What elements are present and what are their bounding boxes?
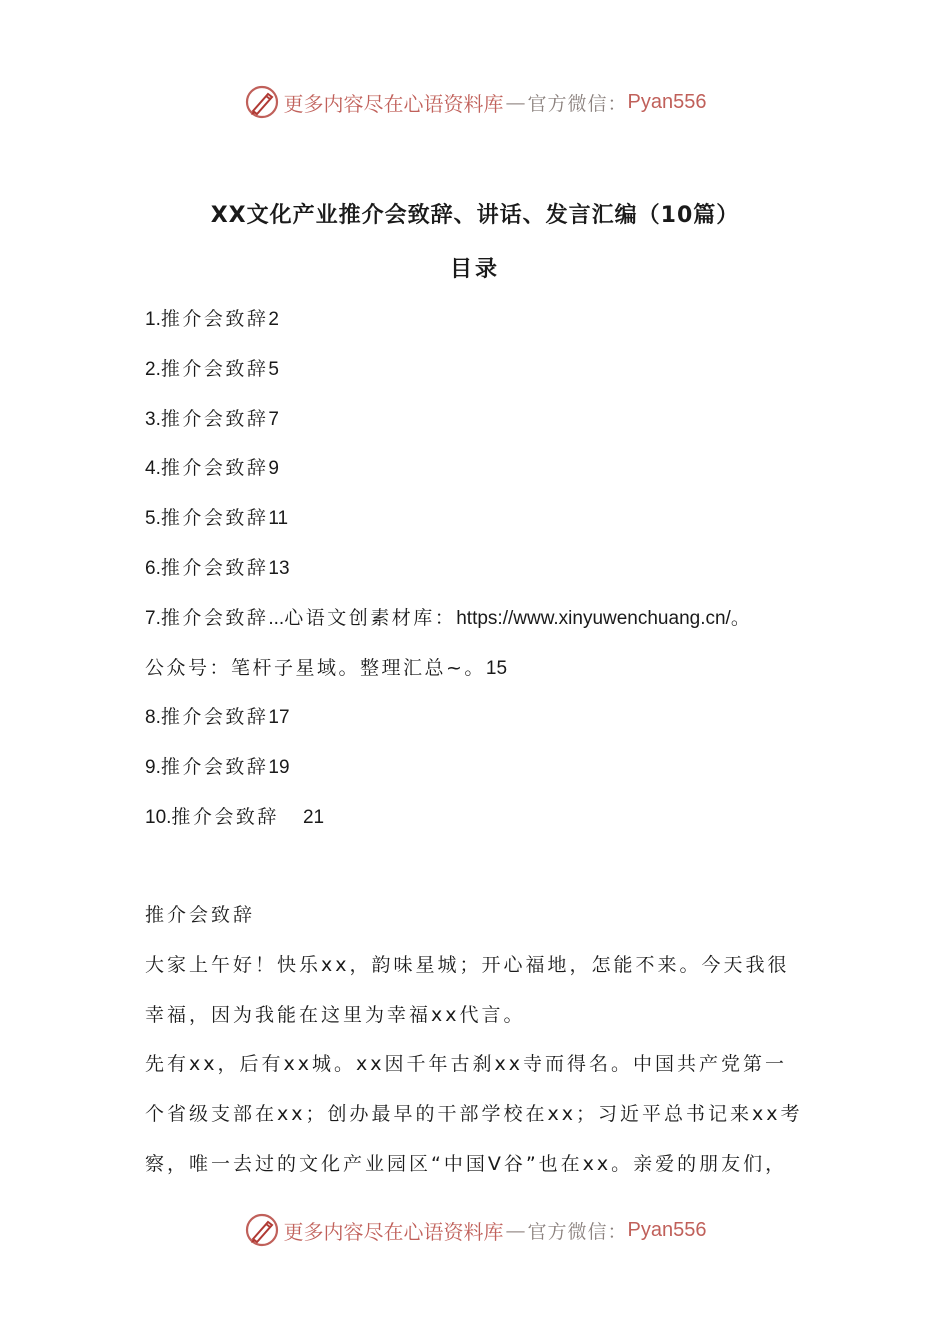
watermark-text: 更多内容尽在心语资料库 (283, 1219, 504, 1244)
pen-logo-icon (244, 84, 280, 120)
section-heading: 推介会致辞 (145, 904, 256, 926)
toc-entry-8[interactable]: 8.推介会致辞17 (145, 706, 290, 729)
paragraph-line: 察，唯一去过的文化产业园区“中国V谷”也在xx。亲爱的朋友们， (145, 1152, 788, 1175)
watermark-dash: — (505, 1218, 526, 1242)
document-body (145, 898, 815, 1197)
toc-entry-5[interactable]: 5.推介会致辞11 (145, 507, 289, 530)
toc-entry-7-continued[interactable]: 公众号：笔杆子星域。整理汇总~。15 (145, 656, 508, 679)
toc-link-url[interactable]: https://www.xinyuwenchuang.cn/ (456, 607, 731, 629)
toc-entry-2[interactable]: 2.推介会致辞5 (145, 357, 279, 380)
watermark-dash: — (505, 90, 526, 114)
toc-entry-4[interactable]: 4.推介会致辞9 (145, 457, 279, 480)
watermark-banner-top (0, 80, 950, 124)
document-title: XX文化产业推介会致辞、讲话、发言汇编（10篇） (210, 203, 740, 228)
toc-entry-9[interactable]: 9.推介会致辞19 (145, 756, 290, 779)
paragraph-line: 先有xx，后有xx城。xx因千年古刹xx寺而得名。中国共产党第一 (145, 1053, 787, 1076)
paragraph-line: 个省级支部在xx；创办最早的干部学校在xx；习近平总书记来xx考 (145, 1103, 803, 1126)
table-of-contents (145, 302, 825, 850)
watermark-wechat-label: 官方微信： (527, 92, 628, 115)
pen-logo-icon (244, 1212, 280, 1248)
watermark-banner-bottom (0, 1208, 950, 1252)
watermark-wechat-label: 官方微信： (527, 1220, 628, 1243)
toc-entry-1[interactable]: 1.推介会致辞2 (145, 308, 279, 330)
paragraph-line: 幸福，因为我能在这里为幸福xx代言。 (145, 1003, 526, 1026)
watermark-text: 更多内容尽在心语资料库 (283, 91, 504, 116)
toc-entry-6[interactable]: 6.推介会致辞13 (145, 556, 290, 579)
watermark-wechat-id: Pyan556 (627, 1218, 707, 1241)
toc-heading: 目录 (449, 257, 500, 282)
paragraph-line: 大家上午好！快乐xx，韵味星城；开心福地，怎能不来。今天我很 (145, 953, 790, 976)
watermark-wechat-id: Pyan556 (627, 90, 707, 113)
toc-entry-3[interactable]: 3.推介会致辞7 (145, 407, 279, 430)
toc-entry-10[interactable]: 10.推介会致辞 21 (145, 805, 325, 828)
toc-entry-7[interactable]: 7.推介会致辞...心语文创素材库：https://www.xinyuwenchuang.cn/。 (145, 606, 753, 629)
